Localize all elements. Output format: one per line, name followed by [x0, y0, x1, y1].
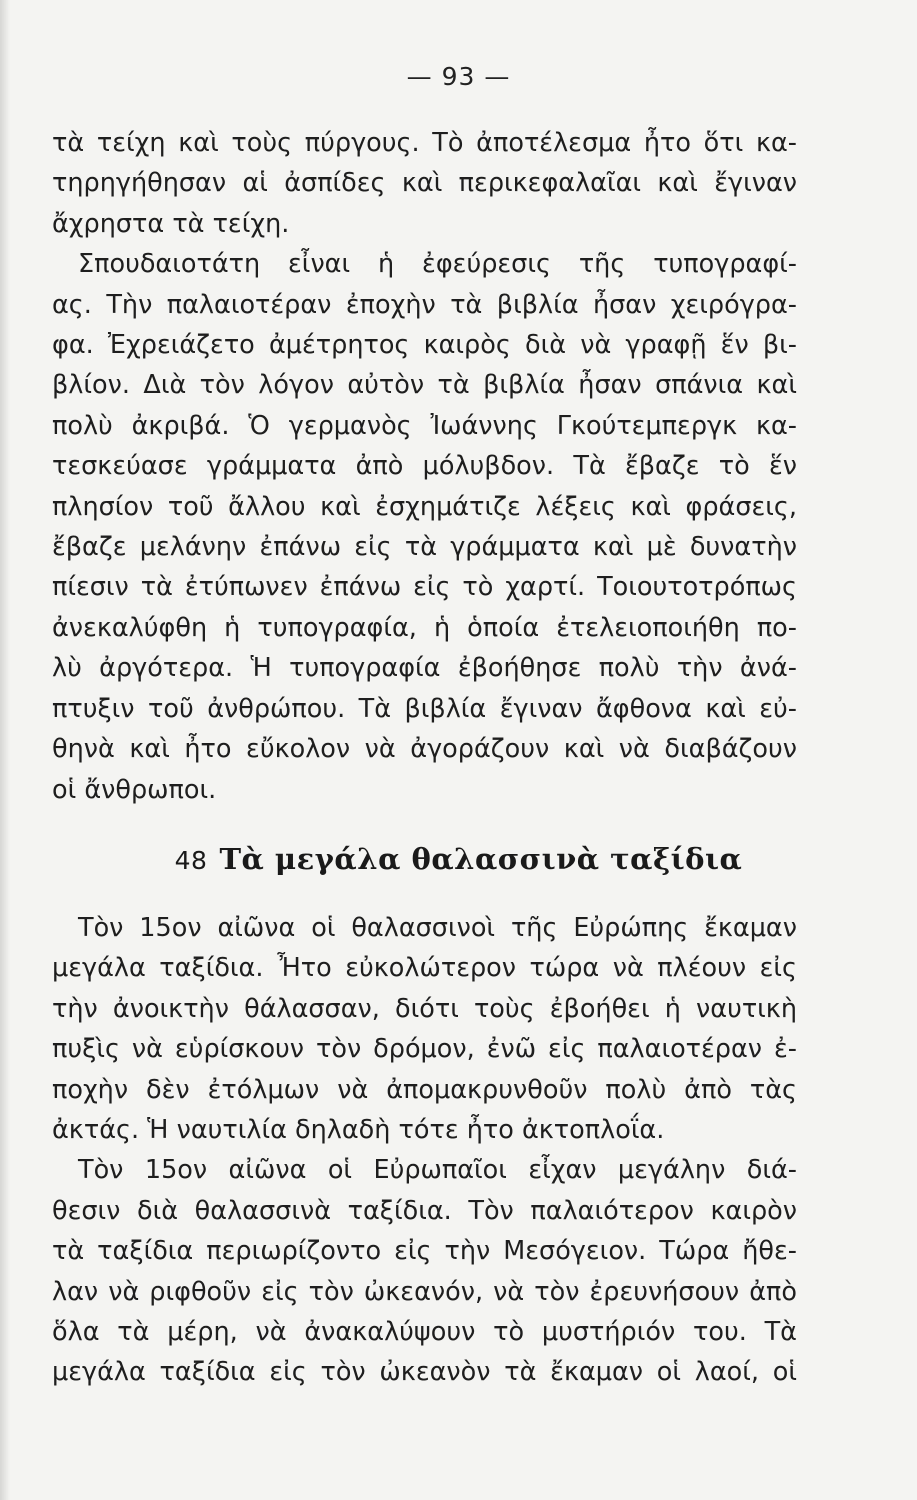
text-line: μεγάλα ταξίδια. Ἦτο εὐκολώτερον τώρα νὰ πλέουν εἰς	[52, 953, 797, 984]
text-line: βλίον. Διὰ τὸν λόγον αὐτὸν τὰ βιβλία ἦσαν σπάνια καὶ	[52, 370, 797, 401]
text-line: πίεσιν τὰ ἐτύπωνεν ἐπάνω εἰς τὸ χαρτί. Τοιουτοτρόπως	[52, 572, 797, 603]
text-line: πολὺ ἀκριβά. Ὁ γερμανὸς Ἰωάννης Γκούτεμπεργκ κα-	[52, 410, 797, 441]
section-title: Τὰ μεγάλα θαλασσινὰ ταξίδια	[219, 842, 743, 876]
text-line: πυξὶς νὰ εὑρίσκουν τὸν δρόμον, ἐνῶ εἰς παλαιοτέραν ἐ-	[52, 1034, 797, 1065]
paragraph-block-2	[52, 908, 797, 1393]
text-line: Τὸν 15ον αἰῶνα οἱ θαλασσινοὶ τῆς Εὐρώπης ἔκαμαν	[78, 913, 797, 943]
text-line: ποχὴν δὲν ἐτόλμων νὰ ἀπομακρυνθοῦν πολὺ ἀπὸ τὰς	[52, 1074, 797, 1105]
text-line: λαν νὰ ριφθοῦν εἰς τὸν ὠκεανόν, νὰ τὸν ἐρευνήσουν ἀπὸ	[52, 1276, 797, 1307]
text-line: τηρηγήθησαν αἱ ἀσπίδες καὶ περικεφαλαῖαι καὶ ἔγιναν	[52, 168, 797, 199]
text-line: Σπουδαιοτάτη εἶναι ἡ ἐφεύρεσις τῆς τυπογραφί-	[78, 249, 797, 280]
section-number: 48	[174, 846, 208, 875]
text-line: ἄχρηστα τὰ τείχη.	[52, 208, 290, 239]
text-line: θηνὰ καὶ ἦτο εὔκολον νὰ ἀγοράζουν καὶ νὰ διαβάζουν	[52, 734, 797, 765]
text-line: λὺ ἀργότερα. Ἡ τυπογραφία ἐβοήθησε πολὺ τὴν ἀνά-	[52, 653, 797, 684]
text-line: πλησίον τοῦ ἄλλου καὶ ἐσχημάτιζε λέξεις καὶ φράσεις,	[52, 491, 797, 522]
text-line: τὰ τείχη καὶ τοὺς πύργους. Τὸ ἀποτέλεσμα ἦτο ὅτι κα-	[52, 128, 797, 158]
text-line: ας. Τὴν παλαιοτέραν ἐποχὴν τὰ βιβλία ἦσαν χειρόγρα-	[52, 289, 797, 320]
text-line: οἱ ἄνθρωποι.	[52, 774, 217, 805]
text-line: ἀκτάς. Ἡ ναυτιλία δηλαδὴ τότε ἦτο ἀκτοπλοΐα.	[52, 1115, 665, 1146]
text-line: τεσκεύασε γράμματα ἀπὸ μόλυβδον. Τὰ ἔβαζε τὸ ἕν	[52, 451, 797, 482]
text-line: φα. Ἐχρειάζετο ἀμέτρητος καιρὸς διὰ νὰ γραφῇ ἕν βι-	[52, 330, 797, 361]
text-line: Τὸν 15ον αἰῶνα οἱ Εὐρωπαῖοι εἶχαν μεγάλην διά-	[78, 1155, 797, 1186]
paragraph-block-1	[52, 123, 797, 810]
section-heading	[0, 842, 917, 876]
text-line: θεσιν διὰ θαλασσινὰ ταξίδια. Τὸν παλαιότερον καιρὸν	[52, 1195, 797, 1226]
text-line: πτυξιν τοῦ ἀνθρώπου. Τὰ βιβλία ἔγιναν ἄφθονα καὶ εὐ-	[52, 693, 797, 724]
text-line: ὅλα τὰ μέρη, νὰ ἀνακαλύψουν τὸ μυστήριόν του. Τὰ	[52, 1317, 797, 1348]
page-edge-shadow	[0, 0, 10, 1500]
page-number: — 93 —	[406, 62, 511, 91]
text-line: ἔβαζε μελάνην ἐπάνω εἰς τὰ γράμματα καὶ μὲ δυνατὴν	[52, 532, 797, 563]
text-line: τὰ ταξίδια περιωρίζοντο εἰς τὴν Μεσόγειον. Τώρα ἤθε-	[52, 1236, 797, 1267]
text-line: τὴν ἀνοικτὴν θάλασσαν, διότι τοὺς ἐβοήθει ἡ ναυτικὴ	[52, 993, 797, 1024]
text-line: ἀνεκαλύφθη ἡ τυπογραφία, ἡ ὁποία ἐτελειοποιήθη πο-	[52, 612, 797, 643]
text-line: μεγάλα ταξίδια εἰς τὸν ὠκεανὸν τὰ ἔκαμαν οἱ λαοί, οἱ	[52, 1357, 797, 1388]
